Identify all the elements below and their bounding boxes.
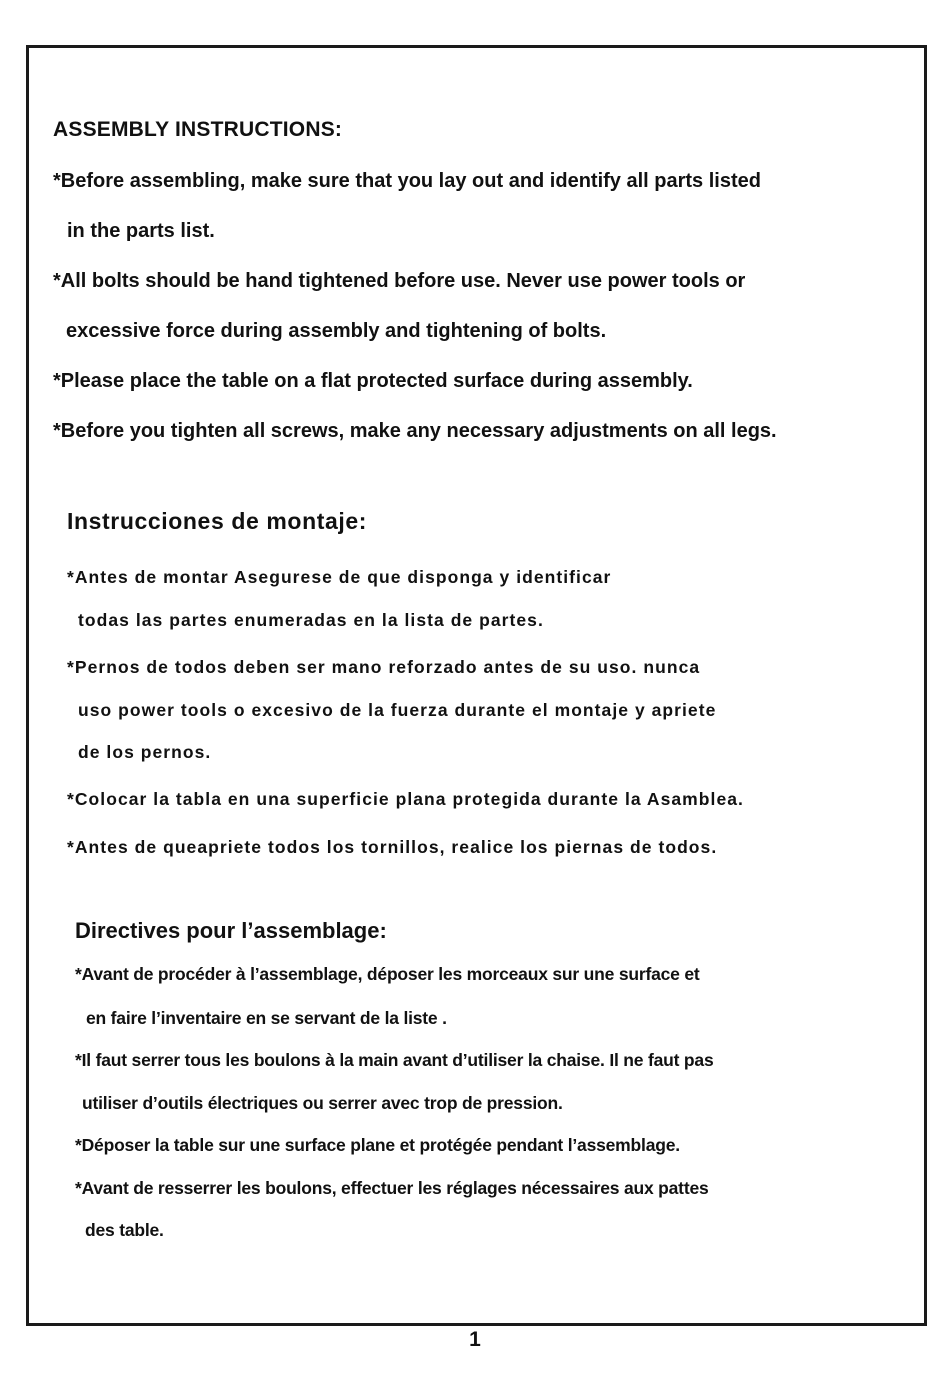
french-line-3: *Il faut serrer tous les boulons à la main avant d’utiliser la chaise. Il ne faut pas bbox=[75, 1050, 714, 1070]
spanish-line-2: todas las partes enumeradas en la lista de partes. bbox=[78, 610, 544, 630]
french-line-2: en faire l’inventaire en se servant de la liste . bbox=[86, 1008, 447, 1028]
french-line-5: *Déposer la table sur une surface plane et protégée pendant l’assemblage. bbox=[75, 1135, 680, 1155]
french-line-4: utiliser d’outils électriques ou serrer avec trop de pression. bbox=[82, 1093, 563, 1113]
spanish-line-5: de los pernos. bbox=[78, 742, 212, 762]
english-heading: ASSEMBLY INSTRUCTIONS: bbox=[53, 118, 343, 141]
spanish-heading: Instrucciones de montaje: bbox=[67, 508, 368, 534]
spanish-line-1: *Antes de montar Asegurese de que disponga y identificar bbox=[67, 567, 612, 587]
french-line-7: des table. bbox=[85, 1220, 164, 1240]
english-line-5: *Please place the table on a flat protected surface during assembly. bbox=[53, 370, 693, 392]
spanish-line-4: uso power tools o excesivo de la fuerza durante el montaje y apriete bbox=[78, 700, 717, 720]
english-line-2: in the parts list. bbox=[67, 220, 215, 242]
english-line-1: *Before assembling, make sure that you lay out and identify all parts listed bbox=[53, 170, 761, 192]
french-line-6: *Avant de resserrer les boulons, effectuer les réglages nécessaires aux pattes bbox=[75, 1178, 709, 1198]
french-heading: Directives pour l’assemblage: bbox=[75, 918, 387, 943]
page-number: 1 bbox=[469, 1328, 481, 1351]
english-line-6: *Before you tighten all screws, make any necessary adjustments on all legs. bbox=[53, 420, 777, 442]
english-line-4: excessive force during assembly and tightening of bolts. bbox=[66, 320, 607, 342]
spanish-line-3: *Pernos de todos deben ser mano reforzado antes de su uso. nunca bbox=[67, 657, 701, 677]
spanish-line-7: *Antes de queapriete todos los tornillos, realice los piernas de todos. bbox=[67, 837, 718, 857]
english-line-3: *All bolts should be hand tightened before use. Never use power tools or bbox=[53, 270, 746, 292]
spanish-line-6: *Colocar la tabla en una superficie plana protegida durante la Asamblea. bbox=[67, 789, 744, 809]
french-line-1: *Avant de procéder à l’assemblage, déposer les morceaux sur une surface et bbox=[75, 964, 700, 984]
